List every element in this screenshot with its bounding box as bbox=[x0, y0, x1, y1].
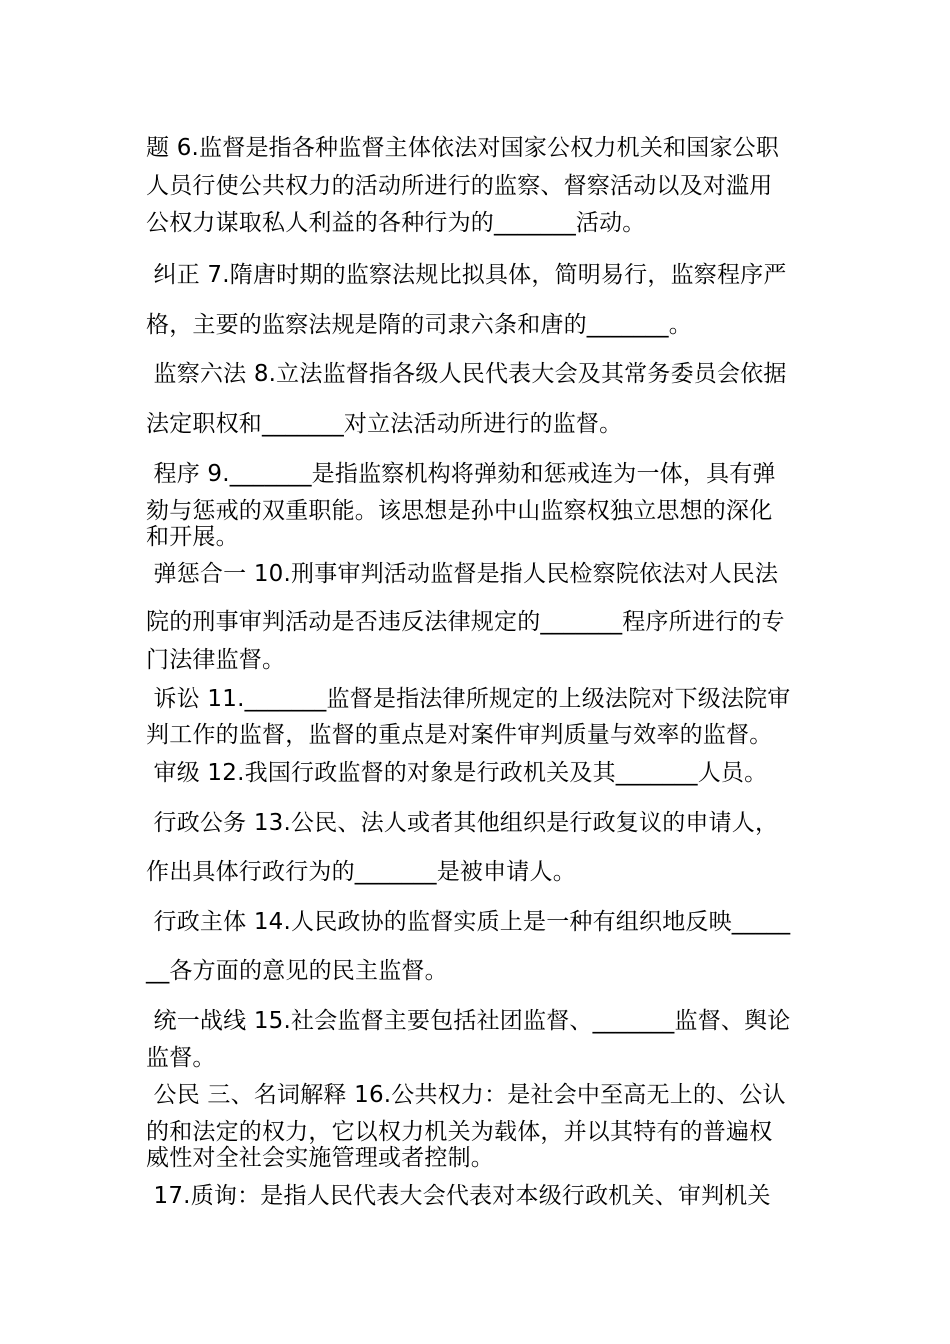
text-line: 威性对全社会实施管理或者控制。 bbox=[146, 1145, 494, 1171]
text-line: 公权力谋取私人利益的各种行为的_______活动。 bbox=[146, 210, 646, 236]
text-line: 弹惩合一 10.刑事审判活动监督是指人民检察院依法对人民法 bbox=[146, 561, 779, 587]
text-line: 人员行使公共权力的活动所进行的监察、督察活动以及对滥用 bbox=[146, 173, 773, 199]
text-line: 法定职权和_______对立法活动所进行的监督。 bbox=[146, 411, 623, 437]
text-line: 和开展。 bbox=[146, 524, 239, 550]
text-line: 统一战线 15.社会监督主要包括社团监督、_______监督、舆论 bbox=[146, 1008, 791, 1034]
text-line: 劾与惩戒的双重职能。该思想是孙中山监察权独立思想的深化 bbox=[146, 498, 773, 524]
text-line: 题 6.监督是指各种监督主体依法对国家公权力机关和国家公职 bbox=[146, 135, 780, 161]
text-line: 门法律监督。 bbox=[146, 647, 286, 673]
text-line: 格，主要的监察法规是隋的司隶六条和唐的_______。 bbox=[146, 312, 692, 338]
text-line: __各方面的意见的民主监督。 bbox=[146, 958, 448, 984]
text-line: 监察六法 8.立法监督指各级人民代表大会及其常务委员会依据 bbox=[146, 361, 787, 387]
text-line: 判工作的监督，监督的重点是对案件审判质量与效率的监督。 bbox=[146, 722, 773, 748]
text-line: 17.质询：是指人民代表大会代表对本级行政机关、审判机关 bbox=[146, 1183, 771, 1209]
text-line: 纠正 7.隋唐时期的监察法规比拟具体，简明易行，监察程序严 bbox=[146, 262, 787, 288]
text-line: 行政公务 13.公民、法人或者其他组织是行政复议的申请人， bbox=[146, 810, 779, 836]
text-line: 公民 三、名词解释 16.公共权力：是社会中至高无上的、公认 bbox=[146, 1082, 786, 1108]
text-line: 审级 12.我国行政监督的对象是行政机关及其_______人员。 bbox=[146, 760, 768, 786]
text-line: 作出具体行政行为的_______是被申请人。 bbox=[146, 859, 576, 885]
text-line: 诉讼 11._______监督是指法律所规定的上级法院对下级法院审 bbox=[146, 686, 791, 712]
text-line: 院的刑事审判活动是否违反法律规定的_______程序所进行的专 bbox=[146, 609, 785, 635]
text-line: 监督。 bbox=[146, 1045, 216, 1071]
text-line: 行政主体 14.人民政协的监督实质上是一种有组织地反映_____ bbox=[146, 909, 791, 935]
text-line: 程序 9._______是指监察机构将弹劾和惩戒连为一体，具有弹 bbox=[146, 461, 776, 487]
text-line: 的和法定的权力，它以权力机关为载体，并以其特有的普遍权 bbox=[146, 1119, 773, 1145]
